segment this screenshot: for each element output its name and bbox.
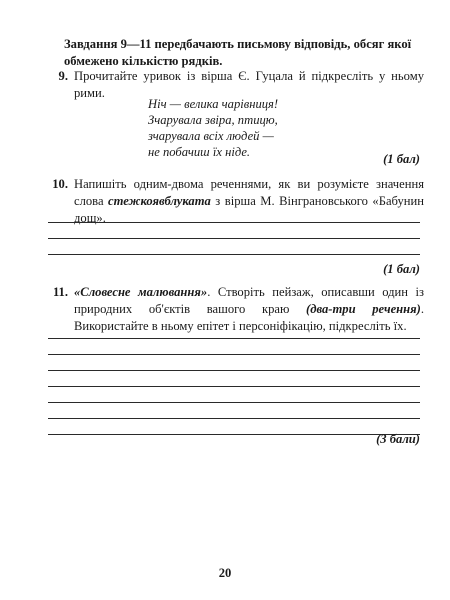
- instructions-intro: Завдання 9—11 передбачають письмову відповідь, обсяг якої обмежено кількістю рядків.: [64, 37, 412, 68]
- poem-line: зчарувала всіх людей —: [148, 129, 274, 143]
- task-10-number: 10.: [52, 177, 68, 191]
- task-11-text: «Словесне малювання». Створіть пейзаж, описавши один із природних об'єктів вашого краю (два-три речення). Використайте в ньому епітет і персоніфікацію, підкресліть їх.: [74, 285, 424, 333]
- poem-line: Ніч — велика чарівниця!: [148, 97, 279, 111]
- answer-line[interactable]: [48, 386, 420, 387]
- task-11-title: «Словесне малювання»: [74, 285, 208, 299]
- task-11-number: 11.: [52, 285, 68, 299]
- answer-line[interactable]: [48, 370, 420, 371]
- answer-line[interactable]: [48, 402, 420, 403]
- poem-excerpt: [148, 96, 278, 160]
- task-11-score: (3 бали): [376, 432, 420, 446]
- poem-line: Зчарувала звіра, птицю,: [148, 113, 278, 127]
- task-9-score: (1 бал): [383, 152, 420, 166]
- task-10: [46, 176, 424, 227]
- answer-line[interactable]: [48, 222, 420, 223]
- answer-line[interactable]: [48, 254, 420, 255]
- task-10-text: Напишіть одним-двома реченнями, як ви розумієте значення слова стежкоявблуката з вірша М. Вінграновського «Бабунин дощ».: [74, 177, 424, 225]
- task-9-number: 9.: [58, 69, 68, 83]
- answer-line[interactable]: [48, 338, 420, 339]
- answer-line[interactable]: [48, 354, 420, 355]
- task-10-score: (1 бал): [383, 262, 420, 276]
- page-number: 20: [218, 566, 232, 580]
- poem-line: не побачиш їх ніде.: [148, 145, 251, 159]
- task-11: [46, 284, 424, 335]
- answer-line[interactable]: [48, 418, 420, 419]
- answer-line[interactable]: [48, 238, 420, 239]
- task-9-text: Прочитайте уривок із вірша Є. Гуцала й підкресліть у ньому рими.: [74, 69, 424, 100]
- task-10-term: стежкоявблуката: [108, 194, 211, 208]
- task-11-hint: (два-три речення): [306, 302, 421, 316]
- answer-line[interactable]: [48, 434, 420, 435]
